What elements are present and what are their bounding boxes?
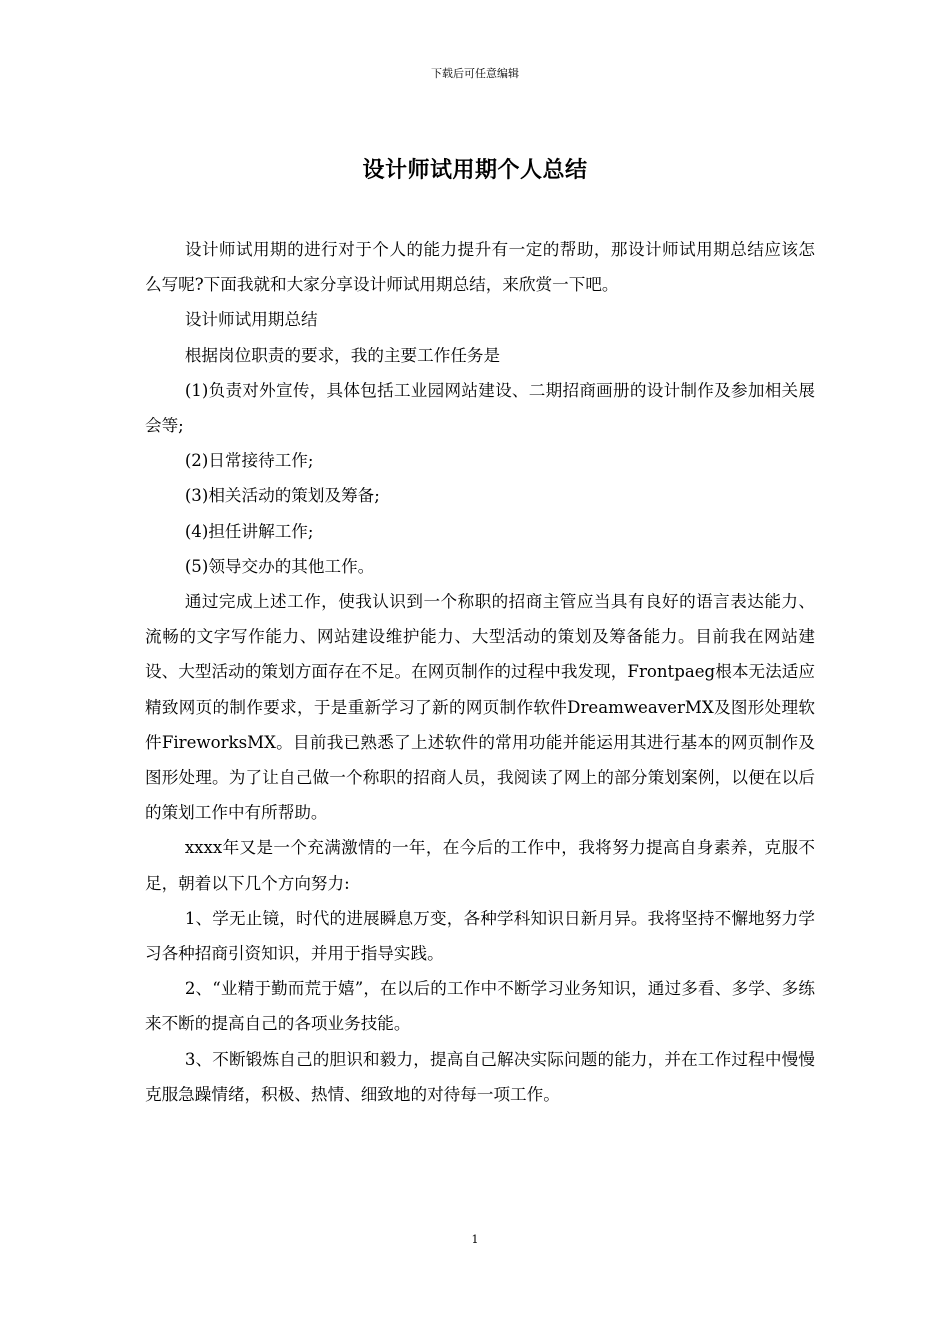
paragraph-outlook: xxxx年又是一个充满激情的一年，在今后的工作中，我将努力提高自身素养，克服不足，朝着以下几个方向努力:: [145, 838, 815, 893]
list-item-duty-2: (2)日常接待工作;: [184, 451, 314, 471]
document-body: [145, 232, 815, 1112]
document-title: 设计师试用期个人总结: [362, 157, 588, 183]
paragraph-intro: 设计师试用期的进行对于个人的能力提升有一定的帮助，那设计师试用期总结应该怎么写呢?下面我就和大家分享设计师试用期总结，来欣赏一下吧。: [145, 240, 815, 295]
list-item-goal-2: 2、“业精于勤而荒于嬉”，在以后的工作中不断学习业务知识，通过多看、多学、多练来不断的提高自己的各项业务技能。: [145, 979, 815, 1034]
list-item-duty-5: (5)领导交办的其他工作。: [184, 556, 375, 576]
list-item-duty-1: (1)负责对外宣传，具体包括工业园网站建设、二期招商画册的设计制作及参加相关展会等;: [145, 380, 815, 436]
list-item-duty-4: (4)担任讲解工作;: [184, 521, 314, 541]
page-number: 1: [471, 1233, 479, 1246]
paragraph-subtitle: 设计师试用期总结: [184, 310, 318, 330]
header-note: 下载后可任意编辑: [431, 67, 519, 80]
paragraph-reflection: 通过完成上述工作，使我认识到一个称职的招商主管应当具有良好的语言表达能力、流畅的文字写作能力、网站建设维护能力、大型活动的策划及筹备能力。目前我在网站建设、大型活动的策划方面存在不足。在网页制作的过程中我发现，Frontpaeg根本无法适应精致网页的制作要求，于是重新学习了新的网页制作软件DreamweaverMX及图形处理软件FireworksMX。目前我已熟悉了上述软件的常用功能并能运用其进行基本的网页制作及图形处理。为了让自己做一个称职的招商人员，我阅读了网上的部分策划案例，以便在以后的策划工作中有所帮助。: [145, 592, 815, 823]
paragraph-duties-intro: 根据岗位职责的要求，我的主要工作任务是: [184, 345, 501, 365]
list-item-goal-1: 1、学无止镜，时代的进展瞬息万变，各种学科知识日新月异。我将坚持不懈地努力学习各种招商引资知识，并用于指导实践。: [145, 908, 815, 964]
list-item-duty-3: (3)相关活动的策划及筹备;: [184, 486, 380, 506]
list-item-goal-3: 3、不断锻炼自己的胆识和毅力，提高自己解决实际问题的能力，并在工作过程中慢慢克服急躁情绪，积极、热情、细致地的对待每一项工作。: [145, 1049, 815, 1104]
